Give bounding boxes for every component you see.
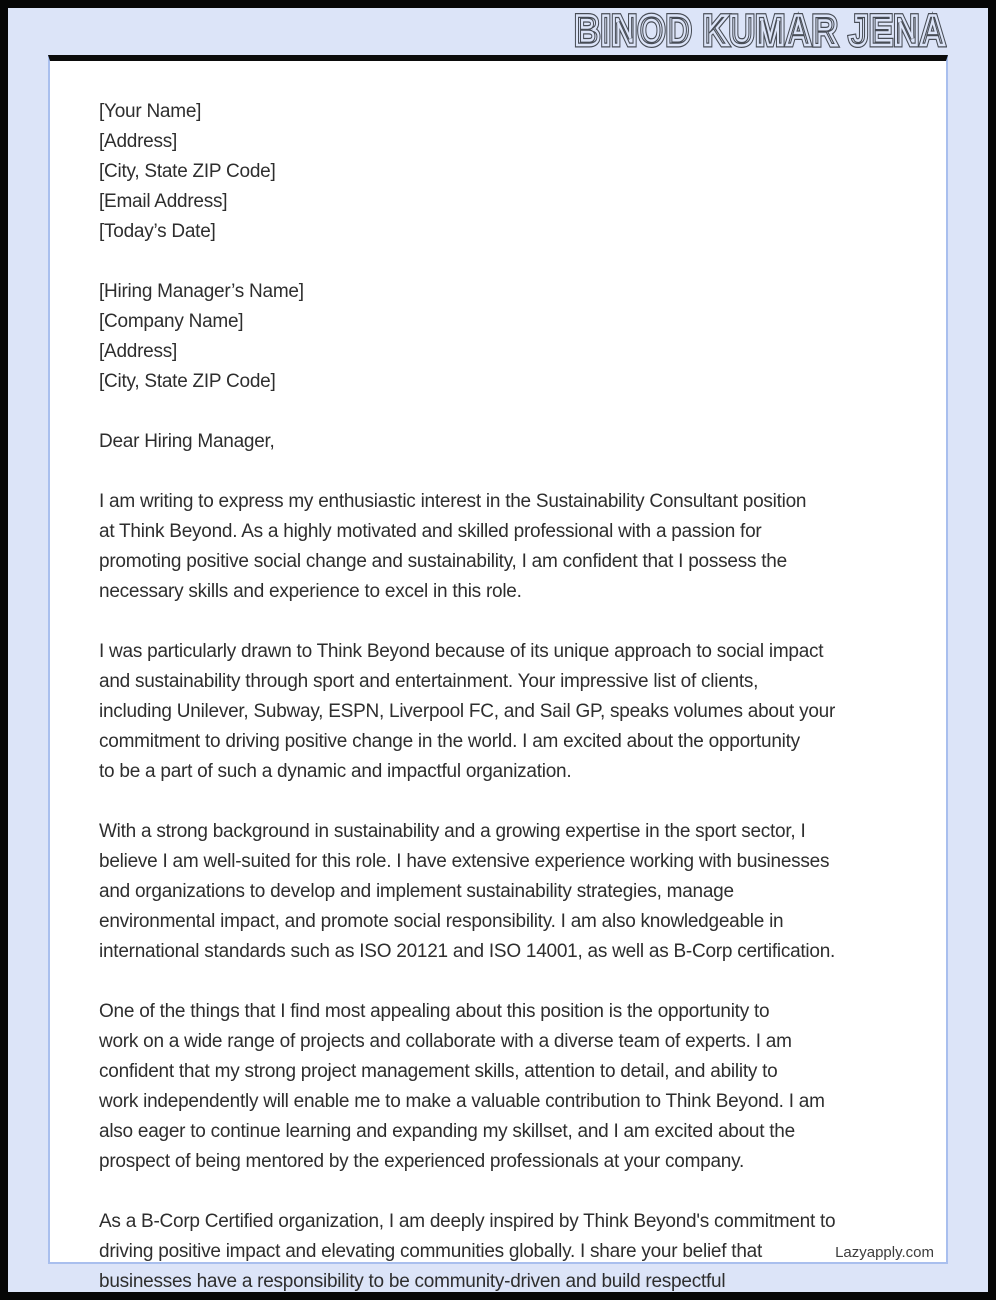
paragraph-bcorp [99,1207,906,1297]
text-line: prospect of being mentored by the experienced professionals at your company. [99,1151,744,1172]
text-line: I was particularly drawn to Think Beyond because of its unique approach to social impact [99,641,824,662]
text-line: promoting positive social change and sustainability, I am confident that I possess the [99,551,787,572]
text-line: including Unilever, Subway, ESPN, Liverpool FC, and Sail GP, speaks volumes about your [99,701,836,722]
paragraph-background [99,817,906,967]
recipient-address-block [99,277,906,397]
text-line: I am writing to express my enthusiastic interest in the Sustainability Consultant position [99,491,807,512]
text-line: work independently will enable me to make a valuable contribution to Think Beyond. I am [99,1091,825,1112]
text-line: [City, State ZIP Code] [99,161,276,182]
text-line: driving positive impact and elevating communities globally. I share your belief that [99,1241,762,1262]
paragraph-appeal [99,997,906,1177]
text-line: One of the things that I find most appealing about this position is the opportunity to [99,1001,770,1022]
text-line: at Think Beyond. As a highly motivated and skilled professional with a passion for [99,521,762,542]
text-line: to be a part of such a dynamic and impactful organization. [99,761,572,782]
text-line: and organizations to develop and implement sustainability strategies, manage [99,881,734,902]
text-line: work on a wide range of projects and collaborate with a diverse team of experts. I am [99,1031,792,1052]
text-line: [Address] [99,131,178,152]
text-line: and sustainability through sport and entertainment. Your impressive list of clients, [99,671,759,692]
text-line: As a B-Corp Certified organization, I am deeply inspired by Think Beyond's commitment to [99,1211,836,1232]
text-line: [Email Address] [99,191,228,212]
text-line: [Company Name] [99,311,244,332]
sender-address-block [99,97,906,247]
text-line: [Hiring Manager’s Name] [99,281,304,302]
text-line: commitment to driving positive change in the world. I am excited about the opportunity [99,731,800,752]
letter-page [48,55,948,1292]
paragraph-intro [99,487,906,607]
text-line: also eager to continue learning and expanding my skillset, and I am excited about the [99,1121,795,1142]
text-line: [Today’s Date] [99,221,216,242]
salutation: Dear Hiring Manager, [99,431,275,452]
text-line: [Address] [99,341,178,362]
paragraph-why-company [99,637,906,787]
text-line: confident that my strong project management skills, attention to detail, and ability to [99,1061,778,1082]
text-line: necessary skills and experience to excel in this role. [99,581,522,602]
text-line: [Your Name] [99,101,202,122]
text-line: believe I am well-suited for this role. I have extensive experience working with businesses [99,851,830,872]
text-line: businesses have a responsibility to be community-driven and build respectful [99,1271,726,1292]
lazyapply-watermark: Lazyapply.com [829,1245,934,1261]
text-line: [City, State ZIP Code] [99,371,276,392]
header-band [8,8,988,55]
text-line: With a strong background in sustainability and a growing expertise in the sport sector, I [99,821,806,842]
text-line: international standards such as ISO 20121 and ISO 14001, as well as B-Corp certification. [99,941,836,962]
text-line: environmental impact, and promote social responsibility. I am also knowledgeable in [99,911,784,932]
header-name: BINOD KUMAR JENA BINOD KUMAR JENA [574,8,946,55]
